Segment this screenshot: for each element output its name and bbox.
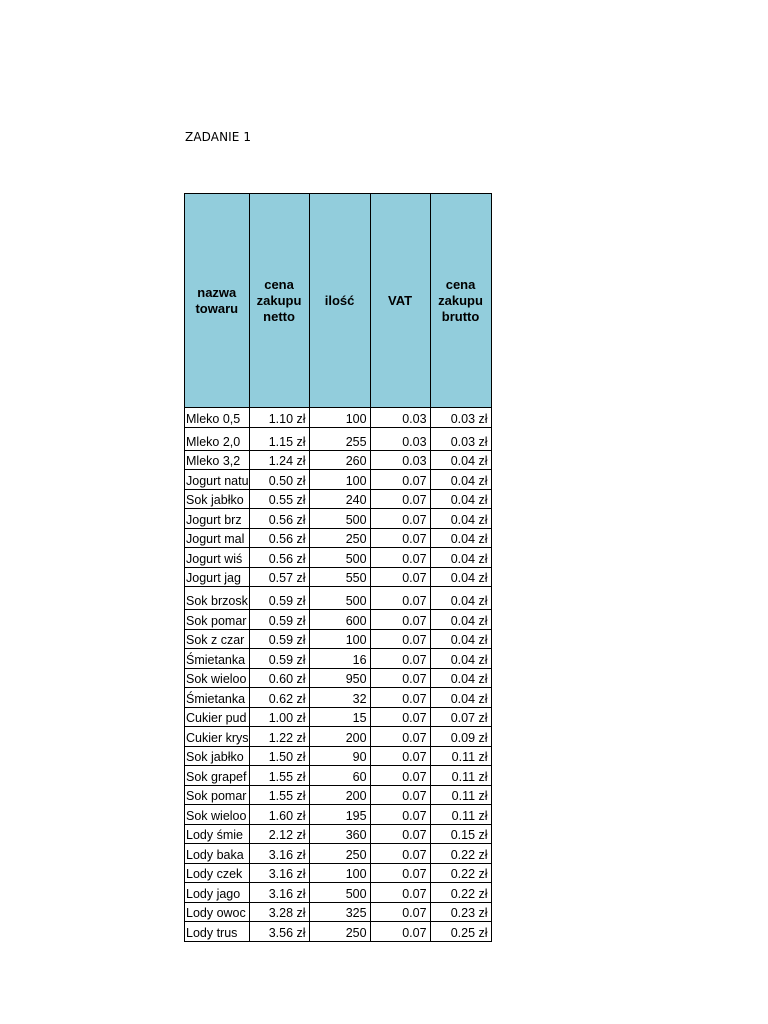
cell-product-name[interactable]: Jogurt mal (185, 528, 250, 548)
cell-vat[interactable]: 0.07 (370, 785, 430, 805)
cell-vat[interactable]: 0.07 (370, 489, 430, 509)
cell-quantity[interactable]: 255 (309, 427, 370, 450)
header-vat: VAT (370, 194, 430, 408)
table-row (185, 922, 492, 942)
cell-vat[interactable]: 0.07 (370, 567, 430, 587)
cell-vat[interactable]: 0.07 (370, 668, 430, 688)
cell-vat[interactable]: 0.07 (370, 805, 430, 825)
cell-product-name[interactable]: Jogurt wiś (185, 548, 250, 568)
cell-vat[interactable]: 0.07 (370, 844, 430, 864)
cell-product-name[interactable]: Lody baka (185, 844, 250, 864)
cell-quantity[interactable]: 950 (309, 668, 370, 688)
table-row (185, 509, 492, 529)
price-table (184, 193, 492, 942)
cell-net-price[interactable]: 1.50 zł (249, 746, 309, 766)
cell-net-price[interactable]: 0.59 zł (249, 629, 309, 649)
cell-quantity[interactable]: 32 (309, 688, 370, 708)
cell-quantity[interactable]: 600 (309, 610, 370, 630)
cell-net-price[interactable]: 0.59 zł (249, 587, 309, 610)
cell-quantity[interactable]: 360 (309, 824, 370, 844)
cell-vat[interactable]: 0.07 (370, 902, 430, 922)
table-body (185, 408, 492, 942)
cell-gross-price[interactable]: 0.04 zł (430, 548, 491, 568)
cell-quantity[interactable]: 100 (309, 629, 370, 649)
cell-product-name[interactable]: Lody czek (185, 863, 250, 883)
cell-vat[interactable]: 0.03 (370, 408, 430, 428)
cell-product-name[interactable]: Sok brzosk (185, 587, 250, 610)
cell-quantity[interactable]: 250 (309, 844, 370, 864)
cell-vat[interactable]: 0.07 (370, 824, 430, 844)
cell-gross-price[interactable]: 0.04 zł (430, 649, 491, 669)
cell-net-price[interactable]: 0.55 zł (249, 489, 309, 509)
cell-product-name[interactable]: Śmietanka (185, 649, 250, 669)
cell-net-price[interactable]: 0.56 zł (249, 509, 309, 529)
cell-vat[interactable]: 0.07 (370, 746, 430, 766)
cell-gross-price[interactable]: 0.07 zł (430, 707, 491, 727)
cell-net-price[interactable]: 3.28 zł (249, 902, 309, 922)
cell-product-name[interactable]: Sok wieloo (185, 668, 250, 688)
table-row (185, 528, 492, 548)
cell-gross-price[interactable]: 0.04 zł (430, 450, 491, 470)
cell-product-name[interactable]: Cukier krys (185, 727, 250, 747)
cell-gross-price[interactable]: 0.04 zł (430, 629, 491, 649)
table-row (185, 805, 492, 825)
cell-vat[interactable]: 0.07 (370, 629, 430, 649)
cell-gross-price[interactable]: 0.04 zł (430, 567, 491, 587)
cell-quantity[interactable]: 100 (309, 408, 370, 428)
cell-gross-price[interactable]: 0.11 zł (430, 805, 491, 825)
table-row (185, 707, 492, 727)
table-row (185, 629, 492, 649)
cell-product-name[interactable]: Sok jabłko (185, 746, 250, 766)
cell-vat[interactable]: 0.07 (370, 883, 430, 903)
header-product-name: nazwa towaru (185, 194, 250, 408)
cell-quantity[interactable]: 200 (309, 785, 370, 805)
cell-quantity[interactable]: 200 (309, 727, 370, 747)
cell-gross-price[interactable]: 0.04 zł (430, 489, 491, 509)
cell-net-price[interactable]: 0.56 zł (249, 528, 309, 548)
cell-quantity[interactable]: 100 (309, 863, 370, 883)
cell-vat[interactable]: 0.07 (370, 727, 430, 747)
table-row (185, 470, 492, 490)
cell-product-name[interactable]: Lody śmie (185, 824, 250, 844)
cell-product-name[interactable]: Lody owoc (185, 902, 250, 922)
cell-vat[interactable]: 0.07 (370, 707, 430, 727)
cell-gross-price[interactable]: 0.04 zł (430, 587, 491, 610)
cell-vat[interactable]: 0.07 (370, 587, 430, 610)
table-row (185, 610, 492, 630)
cell-net-price[interactable]: 1.10 zł (249, 408, 309, 428)
cell-net-price[interactable]: 0.59 zł (249, 649, 309, 669)
header-net-price: cena zakupu netto (249, 194, 309, 408)
cell-product-name[interactable]: Sok pomar (185, 785, 250, 805)
cell-product-name[interactable]: Mleko 0,5 (185, 408, 250, 428)
cell-vat[interactable]: 0.07 (370, 470, 430, 490)
cell-net-price[interactable]: 0.50 zł (249, 470, 309, 490)
cell-net-price[interactable]: 3.56 zł (249, 922, 309, 942)
cell-gross-price[interactable]: 0.04 zł (430, 528, 491, 548)
cell-gross-price[interactable]: 0.04 zł (430, 470, 491, 490)
cell-gross-price[interactable]: 0.22 zł (430, 844, 491, 864)
cell-product-name[interactable]: Sok grapef (185, 766, 250, 786)
table-row (185, 824, 492, 844)
table-row (185, 688, 492, 708)
cell-net-price[interactable]: 1.55 zł (249, 785, 309, 805)
cell-gross-price[interactable]: 0.09 zł (430, 727, 491, 747)
table-row (185, 844, 492, 864)
cell-gross-price[interactable]: 0.04 zł (430, 509, 491, 529)
header-row (185, 194, 492, 408)
cell-gross-price[interactable]: 0.22 zł (430, 863, 491, 883)
cell-product-name[interactable]: Mleko 3,2 (185, 450, 250, 470)
header-quantity: ilość (309, 194, 370, 408)
cell-vat[interactable]: 0.07 (370, 509, 430, 529)
cell-product-name[interactable]: Cukier pud (185, 707, 250, 727)
cell-quantity[interactable]: 15 (309, 707, 370, 727)
cell-gross-price[interactable]: 0.11 zł (430, 785, 491, 805)
cell-gross-price[interactable]: 0.23 zł (430, 902, 491, 922)
cell-net-price[interactable]: 1.00 zł (249, 707, 309, 727)
table-row (185, 427, 492, 450)
table-row (185, 785, 492, 805)
cell-gross-price[interactable]: 0.15 zł (430, 824, 491, 844)
cell-vat[interactable]: 0.07 (370, 610, 430, 630)
cell-vat[interactable]: 0.07 (370, 548, 430, 568)
cell-quantity[interactable]: 500 (309, 548, 370, 568)
cell-gross-price[interactable]: 0.22 zł (430, 883, 491, 903)
cell-net-price[interactable]: 1.55 zł (249, 766, 309, 786)
cell-gross-price[interactable]: 0.25 zł (430, 922, 491, 942)
table-row (185, 863, 492, 883)
cell-net-price[interactable]: 0.56 zł (249, 548, 309, 568)
table-row (185, 567, 492, 587)
cell-vat[interactable]: 0.03 (370, 450, 430, 470)
table-row (185, 450, 492, 470)
header-gross-price: cena zakupu brutto (430, 194, 491, 408)
cell-quantity[interactable]: 90 (309, 746, 370, 766)
cell-vat[interactable]: 0.07 (370, 863, 430, 883)
table-row (185, 668, 492, 688)
document-title: ZADANIE 1 (185, 130, 252, 144)
cell-net-price[interactable]: 1.15 zł (249, 427, 309, 450)
cell-product-name[interactable]: Jogurt natu (185, 470, 250, 490)
cell-gross-price[interactable]: 0.11 zł (430, 746, 491, 766)
cell-product-name[interactable]: Jogurt brz (185, 509, 250, 529)
cell-vat[interactable]: 0.03 (370, 427, 430, 450)
cell-vat[interactable]: 0.07 (370, 528, 430, 548)
cell-product-name[interactable]: Lody trus (185, 922, 250, 942)
cell-vat[interactable]: 0.07 (370, 688, 430, 708)
cell-quantity[interactable]: 100 (309, 470, 370, 490)
table-row (185, 746, 492, 766)
cell-net-price[interactable]: 3.16 zł (249, 883, 309, 903)
cell-vat[interactable]: 0.07 (370, 922, 430, 942)
table-row (185, 489, 492, 509)
cell-quantity[interactable]: 325 (309, 902, 370, 922)
table-row (185, 883, 492, 903)
cell-product-name[interactable]: Śmietanka (185, 688, 250, 708)
cell-net-price[interactable]: 0.57 zł (249, 567, 309, 587)
cell-quantity[interactable]: 500 (309, 509, 370, 529)
cell-gross-price[interactable]: 0.04 zł (430, 668, 491, 688)
cell-product-name[interactable]: Sok z czar (185, 629, 250, 649)
cell-quantity[interactable]: 240 (309, 489, 370, 509)
cell-net-price[interactable]: 1.24 zł (249, 450, 309, 470)
cell-product-name[interactable]: Sok jabłko (185, 489, 250, 509)
table-row (185, 408, 492, 428)
cell-vat[interactable]: 0.07 (370, 766, 430, 786)
cell-quantity[interactable]: 500 (309, 587, 370, 610)
cell-gross-price[interactable]: 0.04 zł (430, 688, 491, 708)
cell-net-price[interactable]: 3.16 zł (249, 844, 309, 864)
cell-quantity[interactable]: 250 (309, 528, 370, 548)
table-row (185, 727, 492, 747)
cell-product-name[interactable]: Sok pomar (185, 610, 250, 630)
table-row (185, 548, 492, 568)
cell-gross-price[interactable]: 0.04 zł (430, 610, 491, 630)
cell-net-price[interactable]: 1.60 zł (249, 805, 309, 825)
cell-gross-price[interactable]: 0.11 zł (430, 766, 491, 786)
table-row (185, 587, 492, 610)
cell-quantity[interactable]: 260 (309, 450, 370, 470)
cell-net-price[interactable]: 0.62 zł (249, 688, 309, 708)
cell-net-price[interactable]: 0.60 zł (249, 668, 309, 688)
table-row (185, 649, 492, 669)
table-row (185, 766, 492, 786)
cell-quantity[interactable]: 550 (309, 567, 370, 587)
cell-net-price[interactable]: 0.59 zł (249, 610, 309, 630)
cell-quantity[interactable]: 250 (309, 922, 370, 942)
cell-net-price[interactable]: 3.16 zł (249, 863, 309, 883)
cell-quantity[interactable]: 500 (309, 883, 370, 903)
cell-net-price[interactable]: 2.12 zł (249, 824, 309, 844)
cell-gross-price[interactable]: 0.03 zł (430, 408, 491, 428)
cell-quantity[interactable]: 60 (309, 766, 370, 786)
cell-quantity[interactable]: 195 (309, 805, 370, 825)
cell-product-name[interactable]: Jogurt jag (185, 567, 250, 587)
cell-quantity[interactable]: 16 (309, 649, 370, 669)
cell-net-price[interactable]: 1.22 zł (249, 727, 309, 747)
cell-product-name[interactable]: Lody jago (185, 883, 250, 903)
cell-product-name[interactable]: Sok wieloo (185, 805, 250, 825)
cell-vat[interactable]: 0.07 (370, 649, 430, 669)
cell-gross-price[interactable]: 0.03 zł (430, 427, 491, 450)
table-row (185, 902, 492, 922)
cell-product-name[interactable]: Mleko 2,0 (185, 427, 250, 450)
